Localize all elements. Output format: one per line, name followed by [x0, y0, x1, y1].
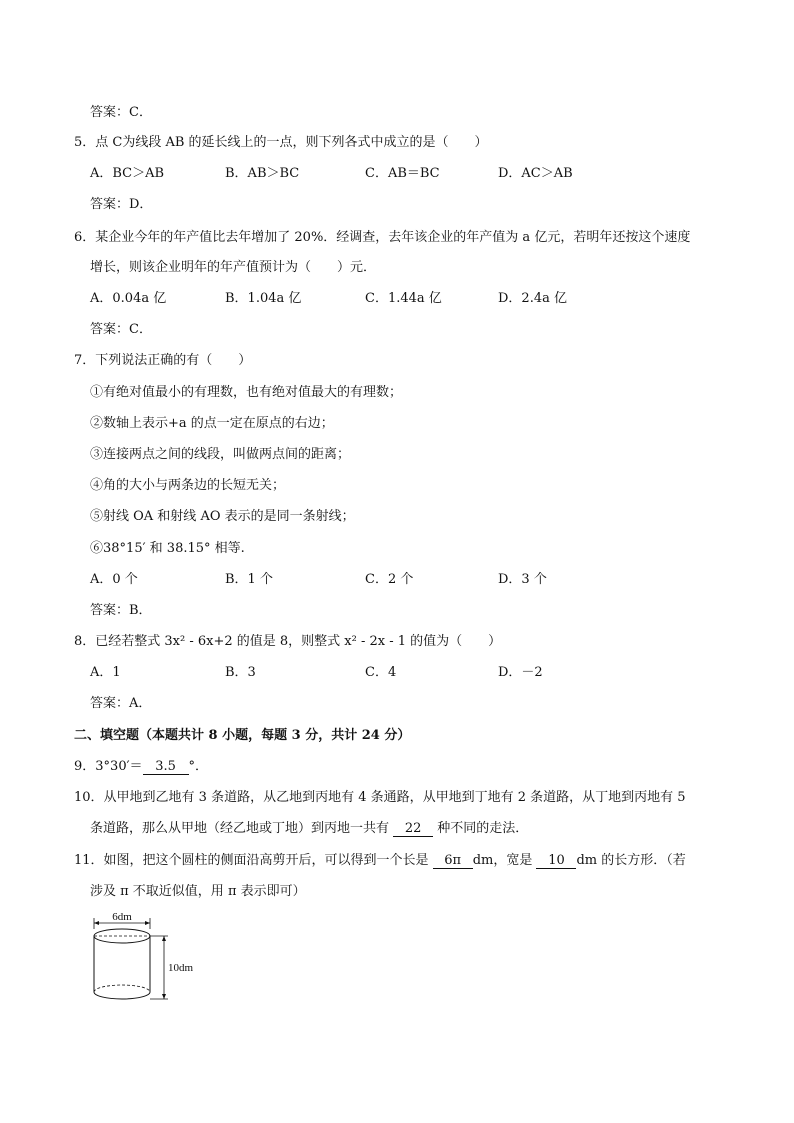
- q5-option-a: A．BC＞AB: [90, 166, 165, 181]
- q7-statement-4: ④角的大小与两条边的长短无关；: [90, 478, 286, 493]
- q7-statement-2: ②数轴上表示+a 的点一定在原点的右边；: [90, 416, 334, 431]
- q7-option-c: C．2 个: [365, 572, 414, 587]
- height-label: 10dm: [168, 962, 194, 974]
- q7-option-d: D．3 个: [498, 572, 547, 587]
- q11-line1-prefix: 11．如图，把这个圆柱的侧面沿高剪开后，可以得到一个长是: [74, 853, 429, 868]
- q7-stem: 7．下列说法正确的有（ ）: [74, 353, 252, 368]
- q7-answer: 答案：B．: [90, 603, 152, 618]
- q7-statement-1: ①有绝对值最小的有理数，也有绝对值最大的有理数；: [90, 385, 403, 400]
- q11-blank-length: 6π: [433, 853, 473, 869]
- section-title: 二、填空题（本题共计 8 小题，每题 3 分，共计 24 分）: [74, 728, 411, 743]
- q10-line2-suffix: 种不同的走法．: [437, 821, 529, 836]
- q6-option-d: D．2.4a 亿: [498, 291, 567, 306]
- q8-option-d: D．－2: [498, 665, 543, 680]
- q6-option-b: B．1.04a 亿: [225, 291, 302, 306]
- q9-line: [74, 758, 208, 776]
- q11-unit1: dm，宽是: [472, 853, 533, 868]
- q11-unit2: dm 的长方形．（若: [576, 853, 686, 868]
- q7-statement-5: ⑤射线 OA 和射线 AO 表示的是同一条射线；: [90, 509, 355, 524]
- q9-blank-answer: 3.5: [143, 759, 189, 775]
- q8-option-c: C．4: [365, 665, 397, 680]
- q6-answer: 答案：C．: [90, 322, 152, 337]
- q9-suffix: °．: [188, 759, 209, 774]
- q4-answer: 答案：C．: [90, 105, 152, 120]
- q5-option-b: B．AB＞BC: [225, 166, 300, 181]
- q7-option-b: B．1 个: [225, 572, 273, 587]
- q6-stem-line1: 6．某企业今年的年产值比去年增加了 20%．经调查，去年该企业的年产值为 a 亿元，若明年还按这个速度: [74, 230, 691, 245]
- q7-option-a: A．0 个: [90, 572, 138, 587]
- q6-option-a: A．0.04a 亿: [90, 291, 167, 306]
- q6-stem-line2: 增长，则该企业明年的年产值预计为（ ）元．: [90, 260, 377, 275]
- q11-line2: 涉及 π 不取近似值，用 π 表示即可）: [90, 884, 306, 899]
- q10-line1: 10．从甲地到乙地有 3 条道路，从乙地到丙地有 4 条通路，从甲地到丁地有 2 条道路，从丁地到丙地有 5: [74, 790, 686, 805]
- q9-prefix: 9．3°30′＝: [74, 759, 143, 774]
- q7-statement-3: ③连接两点之间的线段，叫做两点间的距离；: [90, 447, 351, 462]
- q10-line2-prefix: 条道路，那么从甲地（经乙地或丁地）到丙地一共有: [90, 821, 390, 836]
- q5-stem: 5．点 C为线段 AB 的延长线上的一点，则下列各式中成立的是（ ）: [74, 135, 488, 150]
- q8-stem: 8．已经若整式 3x² ‑ 6x+2 的值是 8，则整式 x² ‑ 2x ‑ 1 的值为（ ）: [74, 634, 502, 649]
- q10-blank-answer: 22: [393, 821, 433, 837]
- q5-option-d: D．AC＞AB: [498, 166, 573, 181]
- q10-line2: [90, 820, 528, 838]
- q8-option-a: A．1: [90, 665, 121, 680]
- q8-option-b: B．3: [225, 665, 256, 680]
- q7-statement-6: ⑥38°15′ 和 38.15° 相等.: [90, 541, 245, 556]
- q11-line1: [74, 852, 686, 870]
- diameter-label: 6dm: [112, 911, 132, 923]
- cylinder-figure: [84, 906, 204, 1006]
- q8-answer: 答案：A．: [90, 696, 152, 711]
- q6-option-c: C．1.44a 亿: [365, 291, 442, 306]
- q5-answer: 答案：D．: [90, 197, 153, 212]
- q11-blank-width: 10: [536, 853, 576, 869]
- q5-option-c: C．AB＝BC: [365, 166, 440, 181]
